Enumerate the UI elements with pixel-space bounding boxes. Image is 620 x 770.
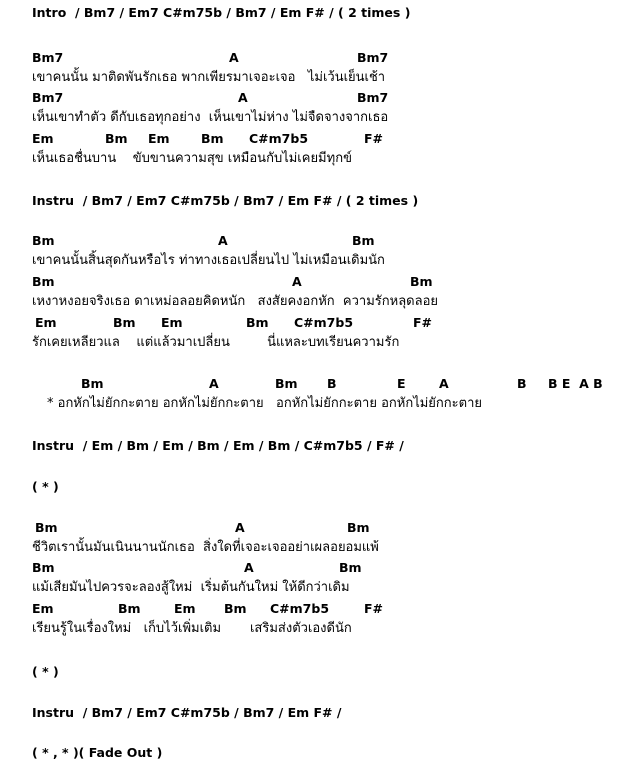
- chord: Bm: [105, 131, 128, 146]
- chord: Bm: [35, 520, 58, 535]
- chord: Bm7: [357, 50, 389, 65]
- chord: Bm: [113, 315, 136, 330]
- repeat1-line: [0, 477, 620, 497]
- verse2-lyric-3: [0, 333, 620, 353]
- chord: A: [238, 90, 248, 105]
- verse1-chords-3: [0, 129, 620, 149]
- verse3-lyric-2: [0, 578, 620, 598]
- chord: Bm: [246, 315, 269, 330]
- verse2-lyric-2: [0, 292, 620, 312]
- chord: E: [397, 376, 406, 391]
- chord: A: [218, 233, 228, 248]
- lyric: เขาคนนั้นสิ้นสุดกันหรือไร ท่าทางเธอเปลี่ยนไป ไม่เหมือนเดิมนัก: [32, 253, 385, 268]
- verse2-chords-1: [0, 231, 620, 251]
- chord: F#: [364, 601, 384, 616]
- chord: C#m7b5: [294, 315, 354, 330]
- chord: Em: [32, 131, 54, 146]
- chorus-lyric: [0, 394, 620, 414]
- lyric: เหงาหงอยจริงเธอ ดาเหม่อลอยคิดหนัก สงสัยคงอกหัก ความรักหลุดลอย: [32, 294, 439, 309]
- lyric: เห็นเขาทำตัว ดีกับเธอทุกอย่าง เห็นเขาไม่ห่าง ไม่จืดจางจากเธอ: [32, 110, 389, 125]
- lyric: * อกหักไม่ยักกะตาย อกหักไม่ยักกะตาย อกหักไม่ยักกะตาย อกหักไม่ยักกะตาย: [47, 396, 483, 411]
- ending-line: [0, 743, 620, 763]
- chord: Bm: [347, 520, 370, 535]
- chord: F#: [364, 131, 384, 146]
- lyric: เขาคนนั้น มาติดพันรักเธอ พากเพียรมาเจอะเจอ ไม่เว้นเย็นเช้า: [32, 70, 386, 85]
- instru2-text: Instru / Em / Bm / Em / Bm / Em / Bm / C#m7b5 / F# /: [32, 438, 404, 453]
- verse3-chords-1: [0, 518, 620, 538]
- chord: Bm: [118, 601, 141, 616]
- chord: Bm: [410, 274, 433, 289]
- chord: Bm: [201, 131, 224, 146]
- chord: Bm: [32, 233, 55, 248]
- verse1-lyric-3: [0, 149, 620, 169]
- verse2-chords-3: [0, 313, 620, 333]
- verse2-chords-2: [0, 272, 620, 292]
- chord: Em: [161, 315, 183, 330]
- chord: Bm7: [32, 50, 64, 65]
- chord: C#m7b5: [249, 131, 309, 146]
- lyric: ชีวิตเรานั้นมันเนินนานนักเธอ สิ่งใดที่เจอะเจออย่าเผลอยอมแพ้: [32, 540, 379, 555]
- repeat-marker: ( * ): [32, 664, 59, 679]
- chord: B: [517, 376, 527, 391]
- chord: C#m7b5: [270, 601, 330, 616]
- chord: Bm: [224, 601, 247, 616]
- instru2-line: [0, 436, 620, 456]
- chord: Em: [35, 315, 57, 330]
- repeat2-line: [0, 662, 620, 682]
- repeat-marker: ( * ): [32, 479, 59, 494]
- lyric: เห็นเธอชื่นบาน ขับขานความสุข เหมือนกับไม่เคยมีทุกข์: [32, 151, 352, 166]
- verse2-lyric-1: [0, 251, 620, 271]
- chord: Bm: [352, 233, 375, 248]
- chord: Em: [32, 601, 54, 616]
- verse1-chords-2: [0, 88, 620, 108]
- chord: Bm: [32, 274, 55, 289]
- verse3-chords-2: [0, 558, 620, 578]
- instru1-text: Instru / Bm7 / Em7 C#m75b / Bm7 / Em F# / ( 2 times ): [32, 193, 419, 208]
- ending-text: ( * , * )( Fade Out ): [32, 745, 163, 760]
- intro-line: [0, 3, 620, 23]
- verse1-lyric-2: [0, 108, 620, 128]
- chord: F#: [413, 315, 433, 330]
- chord: Bm: [275, 376, 298, 391]
- chorus-chords: [0, 374, 620, 394]
- instru3-line: [0, 703, 620, 723]
- verse1-chords-1: [0, 48, 620, 68]
- intro-text: Intro / Bm7 / Em7 C#m75b / Bm7 / Em F# / ( 2 times ): [32, 5, 411, 20]
- chord: B: [327, 376, 337, 391]
- chord: Em: [174, 601, 196, 616]
- lyric: รักเคยเหลียวแล แต่แล้วมาเปลี่ยน นี่แหละบทเรียนความรัก: [32, 335, 400, 350]
- chord: Bm7: [357, 90, 389, 105]
- chord: Em: [148, 131, 170, 146]
- lyric: เรียนรู้ในเรื่องใหม่ เก็บไว้เพิ่มเติม เสริมส่งตัวเองดีนัก: [32, 621, 352, 636]
- chord: A: [292, 274, 302, 289]
- chord: A: [209, 376, 219, 391]
- chord: Bm7: [32, 90, 64, 105]
- chord: A: [235, 520, 245, 535]
- chord: Bm: [339, 560, 362, 575]
- chord: A: [439, 376, 449, 391]
- chord: A: [244, 560, 254, 575]
- verse3-chords-3: [0, 599, 620, 619]
- verse1-lyric-1: [0, 68, 620, 88]
- instru1-line: [0, 191, 620, 211]
- chord: A: [229, 50, 239, 65]
- verse3-lyric-3: [0, 619, 620, 639]
- instru3-text: Instru / Bm7 / Em7 C#m75b / Bm7 / Em F# /: [32, 705, 342, 720]
- lyric: แม้เสียมันไปควรจะลองสู้ใหม่ เริ่มต้นกันใหม่ ให้ดีกว่าเดิม: [32, 580, 350, 595]
- chord: Bm: [32, 560, 55, 575]
- chord: Bm: [81, 376, 104, 391]
- chord: B E A B: [548, 376, 603, 391]
- verse3-lyric-1: [0, 538, 620, 558]
